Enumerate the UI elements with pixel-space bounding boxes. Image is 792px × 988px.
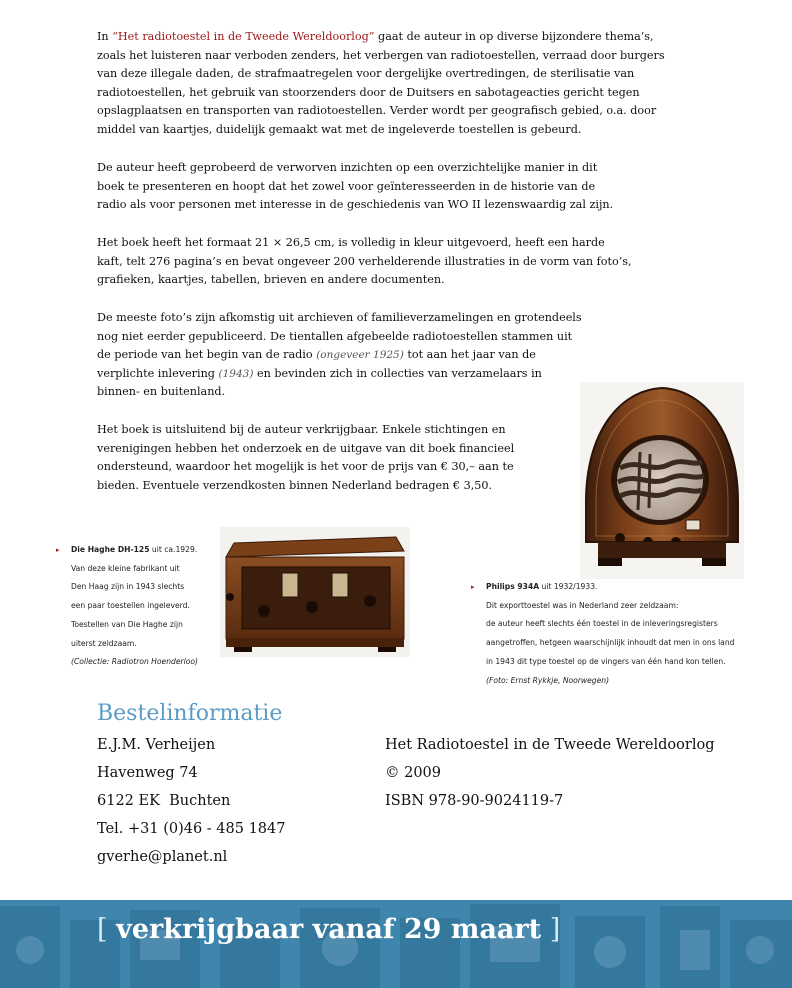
- caption-radio-name: Philips 934A: [486, 582, 540, 591]
- postal-address: 6122 EK Buchten: [97, 793, 231, 809]
- caption-credit: (Foto: Ernst Rykkje, Noorwegen): [486, 675, 610, 685]
- caption-year: uit 1932/1933.: [539, 582, 598, 591]
- book-title-quote: “Het radiotoestel in de Tweede Wereldoorlog”: [112, 30, 375, 43]
- phone-number: Tel. +31 (0)46 - 485 1847: [97, 821, 286, 837]
- p4-part-c: en bevinden zich in collecties van verzamelaars in binnen- en buitenland.: [97, 366, 542, 399]
- copyright: © 2009: [385, 765, 442, 781]
- caption-die-haghe: [56, 541, 221, 672]
- availability-date: verkrijgbaar vanaf 29 maart: [116, 914, 542, 945]
- caption-heading: [486, 578, 786, 597]
- caption-line: Den Haag zijn in 1943 slechts: [71, 582, 185, 592]
- intro-paragraph-2: De auteur heeft geprobeerd de verworven inzichten op een overzichtelijke manier in dit boek te presenteren en hoopt dat het zowel voor geïnteresseerden in de historie van de radio als voor personen met interesse in de geschiedenis van WO II lezenswaardig zal zijn.: [97, 161, 614, 212]
- p4-part-a: De meeste foto’s zijn afkomstig uit archieven of familieverzamelingen en grotendeels nog niet eerder gepubliceerd. De tientallen afgebeelde radiotoestellen stammen uit de periode van het begin van de radio: [97, 311, 582, 362]
- availability-banner: [0, 900, 792, 988]
- caption-heading: [71, 541, 221, 560]
- caption-line: uiterst zeldzaam.: [71, 638, 137, 648]
- caption-radio-name: Die Haghe DH-125: [71, 545, 150, 554]
- book-title: Het Radiotoestel in de Tweede Wereldoorlog: [385, 737, 715, 753]
- intro-paragraph-5: Het boek is uitsluitend bij de auteur verkrijgbaar. Enkele stichtingen en verenigingen hebben het onderzoek en de uitgave van dit boek financieel ondersteund, waardoor het mogelijk is het voor de prijs van € 30,– aan te bieden. Eventuele verzendkosten binnen Nederland bedragen € 3,50.: [97, 423, 515, 492]
- p4-year-2: (1943): [218, 367, 254, 380]
- philips-radio-image: [580, 382, 744, 579]
- intro-prefix: In: [97, 30, 113, 43]
- caption-philips: [471, 578, 786, 690]
- caption-line: Toestellen van Die Haghe zijn: [71, 619, 183, 629]
- caption-line: de auteur heeft slechts één toestel in de inleveringsregisters: [486, 619, 718, 629]
- author-name: E.J.M. Verheijen: [97, 737, 216, 753]
- caption-line: Dit exporttoestel was in Nederland zeer zeldzaam:: [486, 600, 679, 610]
- order-heading: Bestelinformatie: [97, 701, 283, 726]
- caption-line: aangetroffen, hetgeen waarschijnlijk inhoudt dat men in ons land: [486, 638, 735, 648]
- availability-text: [97, 914, 560, 945]
- intro-paragraph-4: [97, 309, 582, 402]
- die-haghe-radio-image: [220, 527, 410, 657]
- caption-line: Van deze kleine fabrikant uit: [71, 563, 180, 573]
- intro-paragraph-3: Het boek heeft het formaat 21 × 26,5 cm, is volledig in kleur uitgevoerd, heeft een harde kaft, telt 276 pagina’s en bevat ongeveer 200 verhelderende illustraties in de vorm van foto’s, grafieken, kaartjes, tabellen, brieven en andere documenten.: [97, 236, 632, 287]
- bullet-icon: ▸: [56, 546, 60, 554]
- bracket-close: ]: [549, 914, 561, 945]
- street-address: Havenweg 74: [97, 765, 198, 781]
- p4-part-b: tot aan het jaar van de verplichte inlevering: [97, 348, 536, 380]
- intro-body: gaat de auteur in op diverse bijzondere thema’s, zoals het luisteren naar verboden zenders, het verbergen van radiotoestellen, verraad door burgers van deze illegale daden, de strafmaatregelen voor dergelijke overtredingen, de sterilisatie van radiotoestellen, het gebruik van stoorzenders door de Duitsers en sabotageacties gericht tegen opslagplaatsen en transporten van radiotoestellen. Verder wordt per geografisch gebied, o.a. door middel van kaartjes, duidelijk gemaakt wat met de ingeleverde toestellen is gebeurd.: [97, 30, 665, 136]
- isbn: ISBN 978-90-9024119-7: [385, 793, 564, 809]
- email-address[interactable]: gverhe@planet.nl: [97, 849, 228, 865]
- p4-year-1: (ongeveer 1925): [316, 349, 404, 362]
- bullet-icon: ▸: [471, 583, 475, 591]
- caption-year: uit ca.1929.: [149, 545, 198, 554]
- caption-credit: (Collectie: Radiotron Hoenderloo): [71, 657, 199, 667]
- intro-paragraph-1: [97, 28, 672, 140]
- caption-line: een paar toestellen ingeleverd.: [71, 601, 190, 611]
- bracket-open: [: [97, 914, 108, 945]
- caption-line: in 1943 dit type toestel op de vingers van één hand kon tellen.: [486, 656, 726, 666]
